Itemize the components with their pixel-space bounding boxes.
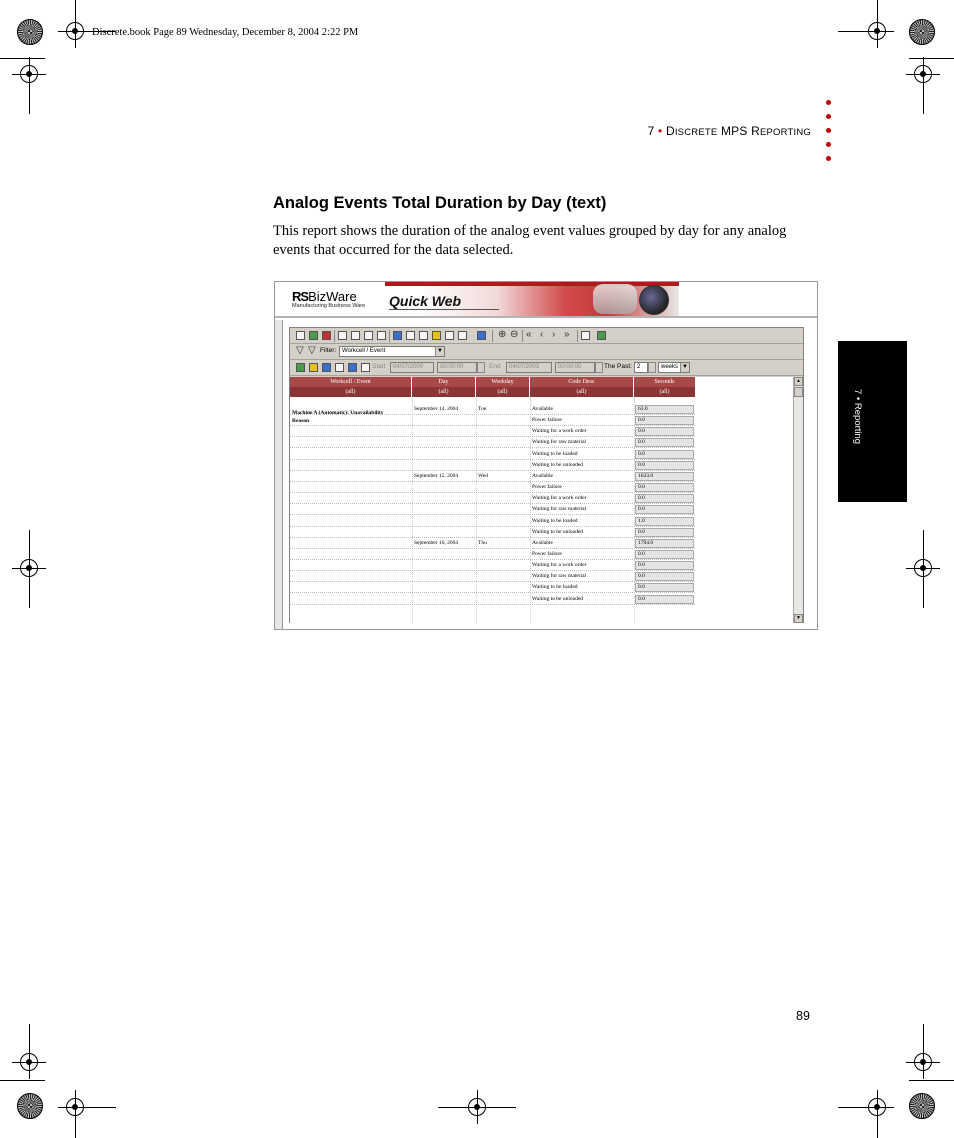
app-banner	[275, 282, 818, 318]
code-desc-cell: Power failure	[532, 550, 562, 557]
start-date-input[interactable]: 04/07/2000	[390, 362, 434, 373]
day-cell: September 14, 2004	[414, 406, 459, 412]
seconds-cell: 0.0	[635, 528, 694, 537]
code-desc-cell: Power failure	[532, 484, 562, 491]
crop-line	[0, 1080, 45, 1081]
crop-line	[923, 578, 924, 608]
seconds-cell: 0.0	[635, 461, 694, 470]
table-row	[290, 426, 695, 437]
code-desc-cell: Waiting for a work order	[532, 428, 587, 435]
crosshair-icon	[66, 22, 84, 40]
table-row	[290, 482, 695, 493]
past-count-spinner[interactable]	[648, 362, 656, 373]
scroll-down-icon[interactable]: ▼	[794, 614, 803, 623]
layout-icon[interactable]	[458, 331, 467, 340]
rsbizware-logo: RSBizWare	[292, 289, 357, 304]
report-viewer	[289, 327, 804, 623]
main-toolbar	[290, 328, 803, 344]
table-row	[290, 504, 695, 515]
seconds-cell: 0.0	[635, 572, 694, 581]
save-icon[interactable]	[364, 331, 373, 340]
crosshair-icon	[468, 1098, 486, 1116]
column-chart-icon[interactable]	[432, 331, 441, 340]
last-page-icon[interactable]: »	[564, 329, 570, 340]
seconds-cell: 1794.0	[635, 539, 694, 548]
crop-line	[877, 1117, 878, 1138]
crop-line	[923, 530, 924, 560]
zoom-out-icon[interactable]: ⊖	[510, 329, 519, 340]
code-desc-cell: Waiting to be loaded	[532, 517, 578, 524]
table-row	[290, 516, 695, 527]
crosshair-icon	[914, 65, 932, 83]
side-tab-label: 7 • Reporting	[852, 389, 863, 445]
crop-line	[75, 0, 76, 22]
code-desc-cell: Available	[532, 406, 553, 412]
seconds-cell: 0.0	[635, 450, 694, 459]
chapter-side-tab	[838, 341, 907, 502]
print-icon[interactable]	[296, 331, 305, 340]
table-row	[290, 404, 695, 415]
date-toolbar	[290, 360, 803, 376]
pdf-icon[interactable]	[322, 331, 331, 340]
start-time-input[interactable]: 00:00:00	[437, 362, 477, 373]
settings-icon[interactable]	[335, 363, 344, 372]
chart-icon[interactable]	[406, 331, 415, 340]
start-time-spinner[interactable]	[477, 362, 485, 373]
weekday-cell: Thu	[478, 539, 487, 546]
weekday-cell: Tue	[478, 406, 487, 412]
crop-line	[75, 1117, 76, 1138]
copy-icon[interactable]	[351, 331, 360, 340]
product-name: Quick Web	[389, 293, 462, 309]
vertical-scrollbar[interactable]	[793, 377, 803, 623]
code-desc-cell: Power failure	[532, 417, 562, 424]
seconds-cell: 0.0	[635, 561, 694, 570]
start-label: Start	[372, 363, 386, 370]
column-header[interactable]: Code Desc (all)	[530, 377, 634, 397]
the-past-label: The Past:	[604, 363, 632, 370]
printer-icon[interactable]	[338, 331, 347, 340]
crosshair-icon	[868, 1098, 886, 1116]
export-report-icon[interactable]	[348, 363, 357, 372]
seconds-cell: 0.0	[635, 427, 694, 436]
code-desc-cell: Waiting to be unloaded	[532, 528, 584, 535]
options-icon[interactable]	[361, 363, 370, 372]
clock-icon[interactable]	[309, 363, 318, 372]
section-title: Analog Events Total Duration by Day (text)	[273, 194, 607, 212]
table-row	[290, 538, 695, 549]
code-desc-cell: Waiting to be loaded	[532, 584, 578, 591]
zoom-in-icon[interactable]: ⊕	[498, 329, 507, 340]
seconds-cell: 1633.0	[635, 472, 694, 481]
refresh-icon[interactable]	[597, 331, 606, 340]
registration-burst-icon	[17, 1093, 43, 1119]
machine-image	[593, 284, 637, 314]
run-report-icon[interactable]	[296, 363, 305, 372]
crosshair-icon	[20, 559, 38, 577]
chapter-number: 7	[647, 124, 655, 138]
chevron-down-icon[interactable]: ▼	[680, 363, 689, 372]
seconds-cell: 0.0	[635, 438, 694, 447]
table-row	[290, 527, 695, 538]
find-icon[interactable]	[581, 331, 590, 340]
seconds-cell: 0.0	[635, 505, 694, 514]
code-desc-cell: Waiting for raw material	[532, 573, 587, 580]
table-row	[290, 493, 695, 504]
column-header[interactable]: Seconds (all)	[634, 377, 696, 397]
end-time-spinner[interactable]	[595, 362, 603, 373]
header-title-mid: MPS R	[717, 124, 760, 138]
seconds-cell: 0.0	[635, 483, 694, 492]
code-desc-cell: Available	[532, 472, 553, 479]
table-row	[290, 471, 695, 482]
crop-line	[29, 578, 30, 608]
crosshair-icon	[20, 1053, 38, 1071]
table-row	[290, 560, 695, 571]
table-row	[290, 415, 695, 426]
grid-view-icon[interactable]	[393, 331, 402, 340]
day-cell: September 15, 2004	[414, 472, 459, 479]
page-icon[interactable]	[377, 331, 386, 340]
running-header	[648, 124, 811, 138]
page-number: 89	[796, 1009, 810, 1023]
registration-burst-icon	[909, 19, 935, 45]
pie-chart-icon[interactable]	[445, 331, 454, 340]
table-row	[290, 571, 695, 582]
column-header[interactable]: Workcell / Event (all)	[290, 377, 412, 397]
seconds-cell: 63.0	[635, 405, 694, 414]
scroll-thumb[interactable]	[794, 387, 803, 397]
table-row	[290, 549, 695, 560]
report-icon[interactable]	[477, 331, 486, 340]
weekday-cell: Wed	[478, 472, 488, 479]
code-desc-cell: Waiting for a work order	[532, 495, 587, 502]
crop-line	[838, 1107, 868, 1108]
code-desc-cell: Waiting for raw material	[532, 439, 587, 446]
past-unit-dropdown[interactable]: weeks ▼	[658, 362, 690, 373]
header-title-small1: ISCRETE	[674, 127, 718, 138]
body-paragraph: This report shows the duration of the analog event values grouped by day for any analog events that occurred for the data selected.	[273, 223, 787, 258]
code-desc-cell: Available	[532, 539, 553, 546]
crop-line	[29, 530, 30, 560]
crop-line	[909, 1080, 954, 1081]
crop-line	[838, 31, 868, 32]
seconds-cell: 0.0	[635, 550, 694, 559]
table-row	[290, 449, 695, 460]
filter-edit-icon[interactable]: ▽	[308, 345, 316, 356]
header-title-small2: EPORTING	[759, 127, 811, 138]
export-icon[interactable]	[309, 331, 318, 340]
seconds-cell: 0.0	[635, 416, 694, 425]
filter-value: Workcell / Event	[342, 348, 386, 354]
header-bullet: •	[658, 124, 663, 138]
table-row	[290, 582, 695, 593]
filter-dropdown[interactable]	[339, 346, 445, 357]
registration-burst-icon	[17, 19, 43, 45]
next-page-icon[interactable]: ›	[552, 329, 556, 340]
column-header[interactable]: Day (all)	[412, 377, 476, 397]
crop-line	[29, 84, 30, 114]
code-desc-cell: Waiting to be loaded	[532, 450, 578, 457]
table-row	[290, 460, 695, 471]
globe-logo-icon	[639, 285, 669, 315]
decorative-dots	[826, 100, 832, 170]
code-desc-cell: Waiting for raw material	[532, 506, 587, 513]
crop-line	[0, 58, 45, 59]
crop-line	[909, 58, 954, 59]
code-desc-cell: Waiting to be unloaded	[532, 461, 584, 468]
day-cell: September 16, 2004	[414, 539, 459, 546]
crop-line	[438, 1107, 468, 1108]
crosshair-icon	[66, 1098, 84, 1116]
seconds-cell: 1.0	[635, 517, 694, 526]
first-page-icon[interactable]: «	[526, 329, 532, 340]
crop-line	[877, 0, 878, 22]
crosshair-icon	[914, 559, 932, 577]
column-header[interactable]: Weekday (all)	[476, 377, 530, 397]
group-label: Machine A (Automatic): Unavailability Reason	[292, 410, 384, 424]
chevron-down-icon[interactable]: ▼	[435, 347, 444, 356]
bar-chart-icon[interactable]	[419, 331, 428, 340]
report-screenshot	[274, 281, 818, 630]
filter-icon[interactable]: ▽	[296, 345, 304, 356]
crosshair-icon	[20, 65, 38, 83]
seconds-cell: 0.0	[635, 595, 694, 604]
end-date-input[interactable]: 04/07/2003	[506, 362, 552, 373]
end-time-input[interactable]: 00:00:00	[555, 362, 595, 373]
crop-line	[86, 1107, 116, 1108]
code-desc-cell: Waiting for a work order	[532, 562, 587, 569]
crosshair-icon	[914, 1053, 932, 1071]
seconds-cell: 0.0	[635, 494, 694, 503]
crop-line	[923, 84, 924, 114]
crop-line	[486, 1107, 516, 1108]
scroll-up-icon[interactable]: ▲	[794, 377, 803, 386]
crosshair-icon	[868, 22, 886, 40]
table-row	[290, 594, 695, 605]
print-slug: Discrete.book Page 89 Wednesday, December 8, 2004 2:22 PM	[92, 27, 359, 38]
crop-line	[923, 1024, 924, 1054]
registration-burst-icon	[909, 1093, 935, 1119]
left-frame-scroll[interactable]	[275, 320, 283, 630]
seconds-cell: 0.0	[635, 583, 694, 592]
filter-toolbar	[290, 344, 803, 360]
header-title-cap1: D	[665, 124, 675, 138]
past-count-input[interactable]: 2	[634, 362, 648, 373]
previous-page-icon[interactable]: ‹	[540, 329, 544, 340]
filter-label: Filter:	[320, 347, 337, 354]
report-grid	[290, 377, 803, 623]
end-label: End	[489, 363, 501, 370]
warning-icon[interactable]	[322, 363, 331, 372]
logo-subtitle: Manufacturing Business Ware	[292, 303, 366, 309]
code-desc-cell: Waiting to be unloaded	[532, 595, 584, 602]
crop-line	[29, 1024, 30, 1054]
table-row	[290, 437, 695, 448]
